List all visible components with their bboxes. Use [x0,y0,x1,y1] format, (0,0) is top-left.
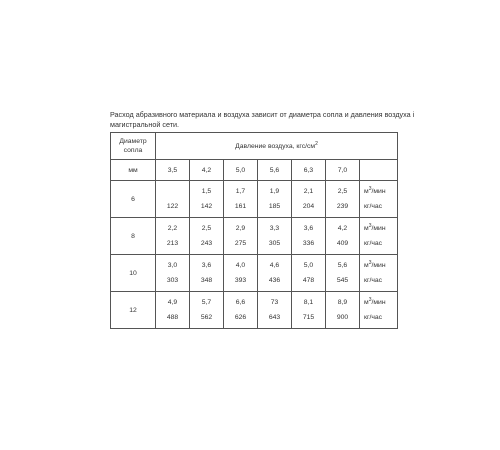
air-flow: 2,9 [235,225,246,232]
air-flow: 8,9 [337,299,348,306]
air-flow: 3,0 [167,262,178,269]
unit-abrasive: кг/час [364,314,383,321]
abrasive-flow: 239 [336,203,349,210]
pressure-value: 6,3 [292,160,326,181]
air-flow: 2,5 [337,188,348,195]
nozzle-diameter: 6 [111,181,156,218]
abrasive-flow: 275 [234,240,247,247]
air-flow: 4,0 [235,262,246,269]
abrasive-flow: 643 [268,314,281,321]
intro-line-1: Расход абразивного материала и воздуха зависит от диаметра сопла и давления воздуха i [110,110,415,119]
abrasive-flow: 161 [234,203,247,210]
table-row [111,218,398,255]
air-flow: 2,2 [167,225,178,232]
value-cell [156,255,190,292]
value-cell [258,218,292,255]
air-flow: 3,6 [201,262,212,269]
value-cell [292,181,326,218]
unit-air: $м^3$/мин [364,186,386,195]
table-row [111,255,398,292]
consumption-table [110,132,398,329]
value-cell [190,218,224,255]
air-flow: 8,1 [303,299,314,306]
value-cell [190,255,224,292]
intro-text [110,110,490,129]
unit-header-empty [360,160,398,181]
air-flow: 5,7 [201,299,212,306]
value-cell [292,218,326,255]
header-row [111,133,398,160]
table-row [111,181,398,218]
air-flow: 5,6 [337,262,348,269]
abrasive-flow: 305 [268,240,281,247]
value-cell [258,292,292,329]
air-flow: 4,2 [337,225,348,232]
value-cell [190,181,224,218]
abrasive-flow: 488 [166,314,179,321]
unit-abrasive: кг/час [364,203,383,210]
value-cell [156,218,190,255]
unit-cell [360,181,398,218]
abrasive-flow: 243 [200,240,213,247]
value-cell [326,292,360,329]
value-cell [326,218,360,255]
pressure-header: Давление воздуха, кгс/$см^2$ [156,133,398,160]
abrasive-flow: 336 [302,240,315,247]
abrasive-flow: 142 [200,203,213,210]
value-cell [326,255,360,292]
value-cell [156,181,190,218]
air-flow: 73 [270,299,279,306]
value-cell [292,255,326,292]
pressure-value: 7,0 [326,160,360,181]
value-cell [258,255,292,292]
diameter-header: Диаметр сопла [111,133,156,160]
abrasive-flow: 185 [268,203,281,210]
air-flow: 2,1 [303,188,314,195]
nozzle-diameter: 10 [111,255,156,292]
mm-label: мм [111,160,156,181]
value-cell [258,181,292,218]
unit-cell [360,218,398,255]
abrasive-flow: 715 [302,314,315,321]
air-flow: 1,9 [269,188,280,195]
value-cell [292,292,326,329]
air-flow: 3,6 [303,225,314,232]
unit-abrasive: кг/час [364,277,383,284]
value-cell [224,181,258,218]
table-row [111,292,398,329]
value-cell [326,181,360,218]
air-flow [156,184,189,199]
air-flow: 4,6 [269,262,280,269]
unit-abrasive: кг/час [364,240,383,247]
value-cell [224,255,258,292]
unit-air: $м^3$/мин [364,260,386,269]
value-cell [156,292,190,329]
pressure-value: 3,5 [156,160,190,181]
abrasive-flow: 122 [166,203,179,210]
abrasive-flow: 626 [234,314,247,321]
air-flow: 6,6 [235,299,246,306]
abrasive-flow: 393 [234,277,247,284]
unit-air: $м^3$/мин [364,297,386,306]
air-flow: 1,5 [201,188,212,195]
abrasive-flow: 562 [200,314,213,321]
intro-line-2: магистральной сети. [110,119,180,129]
abrasive-flow: 478 [302,277,315,284]
air-flow: 5,0 [303,262,314,269]
unit-air: $м^3$/мин [364,223,386,232]
abrasive-flow: 204 [302,203,315,210]
air-flow: 1,7 [235,188,246,195]
abrasive-flow: 303 [166,277,179,284]
abrasive-flow: 348 [200,277,213,284]
air-flow: 3,3 [269,225,280,232]
pressure-value: 4,2 [190,160,224,181]
abrasive-flow: 436 [268,277,281,284]
value-cell [224,218,258,255]
unit-cell [360,255,398,292]
value-cell [224,292,258,329]
pressure-values-row [111,160,398,181]
abrasive-flow: 545 [336,277,349,284]
abrasive-flow: 213 [166,240,179,247]
pressure-value: 5,0 [224,160,258,181]
value-cell [190,292,224,329]
abrasive-flow: 409 [336,240,349,247]
nozzle-diameter: 12 [111,292,156,329]
pressure-value: 5,6 [258,160,292,181]
air-flow: 4,9 [167,299,178,306]
nozzle-diameter: 8 [111,218,156,255]
unit-cell [360,292,398,329]
air-flow: 2,5 [201,225,212,232]
abrasive-flow: 900 [336,314,349,321]
